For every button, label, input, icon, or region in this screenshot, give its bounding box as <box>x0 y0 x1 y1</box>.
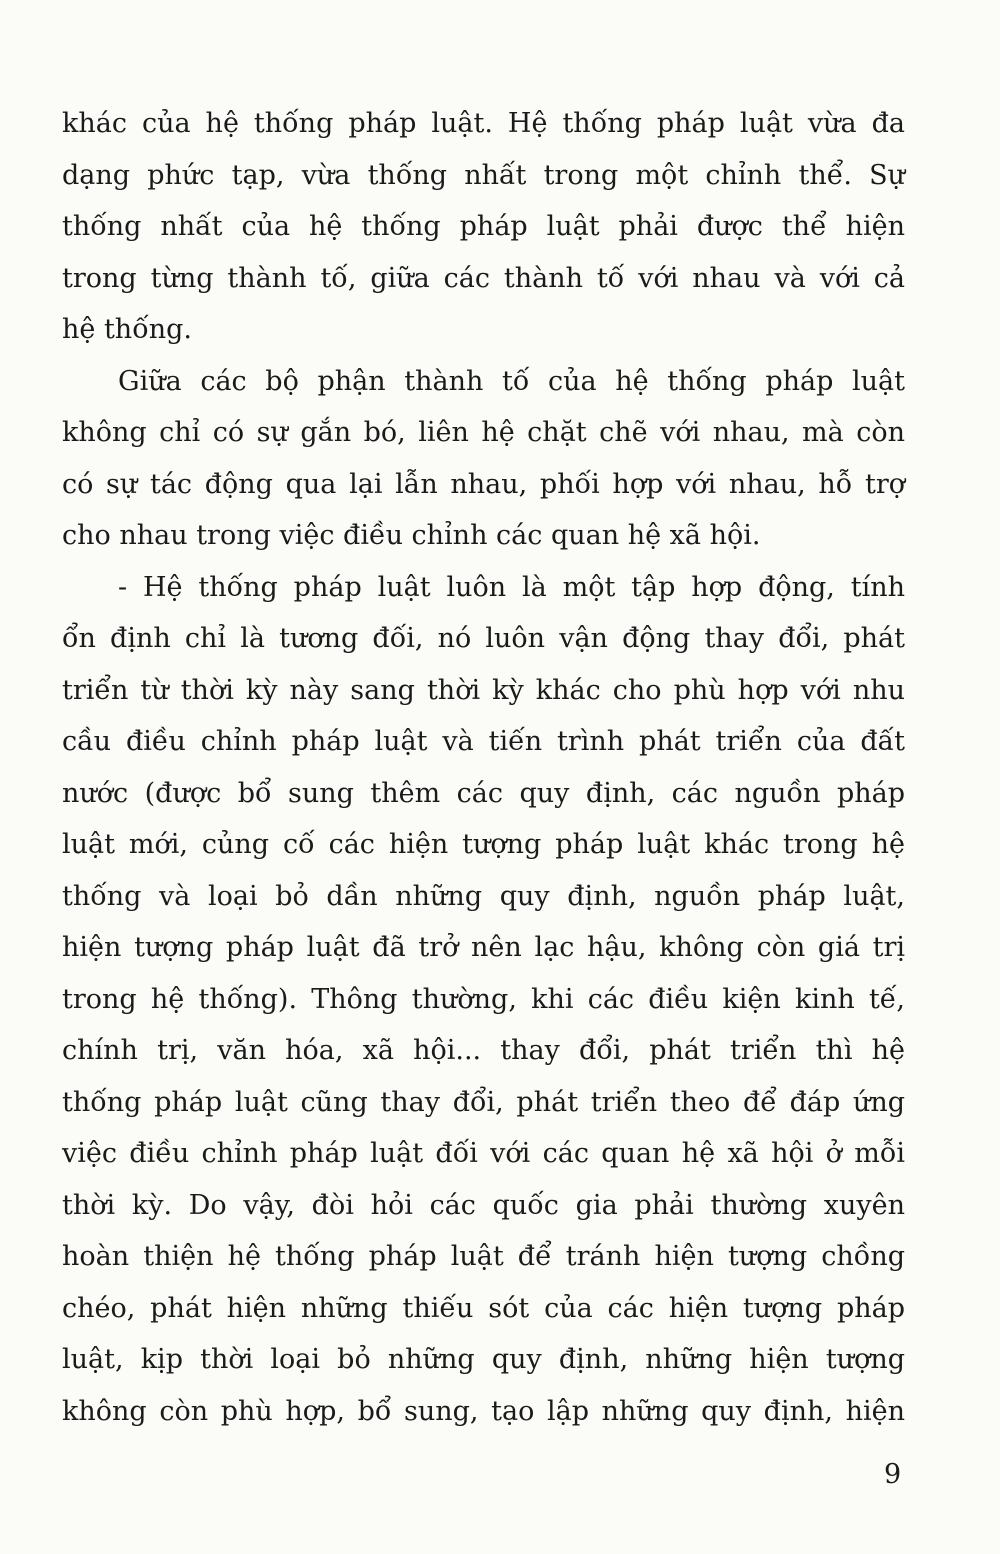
text-line: ổn định chỉ là tương đối, nó luôn vận động thay đổi, phát <box>62 623 905 654</box>
text-line: thời kỳ. Do vậy, đòi hỏi các quốc gia phải thường xuyên <box>62 1189 905 1221</box>
text-line: cầu điều chỉnh pháp luật và tiến trình phát triển của đất <box>62 726 905 757</box>
text-line: hiện tượng pháp luật đã trở nên lạc hậu, không còn giá trị <box>62 932 905 963</box>
text-line: chéo, phát hiện những thiếu sót của các hiện tượng pháp <box>62 1292 905 1324</box>
text-line: trong từng thành tố, giữa các thành tố với nhau và với cả <box>62 262 905 294</box>
text-line: hoàn thiện hệ thống pháp luật để tránh hiện tượng chồng <box>62 1241 905 1272</box>
text-line: - Hệ thống pháp luật luôn là một tập hợp động, tính <box>118 571 905 603</box>
paragraph <box>62 98 905 356</box>
text-line: chính trị, văn hóa, xã hội... thay đổi, phát triển thì hệ <box>62 1035 905 1066</box>
text-line: trong hệ thống). Thông thường, khi các điều kiện kinh tế, <box>62 983 905 1015</box>
paragraph <box>62 356 905 562</box>
text-line: khác của hệ thống pháp luật. Hệ thống pháp luật vừa đa <box>62 108 905 139</box>
paragraph <box>62 562 905 1438</box>
text-line: thống pháp luật cũng thay đổi, phát triển theo để đáp ứng <box>62 1086 905 1118</box>
text-line: thống và loại bỏ dần những quy định, nguồn pháp luật, <box>62 880 905 912</box>
text-line: Giữa các bộ phận thành tố của hệ thống pháp luật <box>118 365 905 397</box>
text-line: luật, kịp thời loại bỏ những quy định, những hiện tượng <box>62 1344 905 1375</box>
text-line: thống nhất của hệ thống pháp luật phải được thể hiện <box>62 211 905 242</box>
page-number: 9 <box>884 1459 902 1490</box>
text-line: hệ thống. <box>62 314 192 345</box>
text-line: có sự tác động qua lại lẫn nhau, phối hợp với nhau, hỗ trợ <box>62 468 905 500</box>
text-line: luật mới, củng cố các hiện tượng pháp luật khác trong hệ <box>62 829 905 860</box>
text-line: nước (được bổ sung thêm các quy định, các nguồn pháp <box>62 777 905 809</box>
text-line: dạng phức tạp, vừa thống nhất trong một chỉnh thể. Sự <box>62 159 905 191</box>
text-line: không còn phù hợp, bổ sung, tạo lập những quy định, hiện <box>62 1395 905 1427</box>
body-text <box>62 98 905 1437</box>
text-line: triển từ thời kỳ này sang thời kỳ khác cho phù hợp với nhu <box>62 674 905 706</box>
text-line: không chỉ có sự gắn bó, liên hệ chặt chẽ với nhau, mà còn <box>62 417 905 448</box>
text-line: việc điều chỉnh pháp luật đối với các quan hệ xã hội ở mỗi <box>62 1138 905 1169</box>
text-line: cho nhau trong việc điều chỉnh các quan hệ xã hội. <box>62 520 761 551</box>
